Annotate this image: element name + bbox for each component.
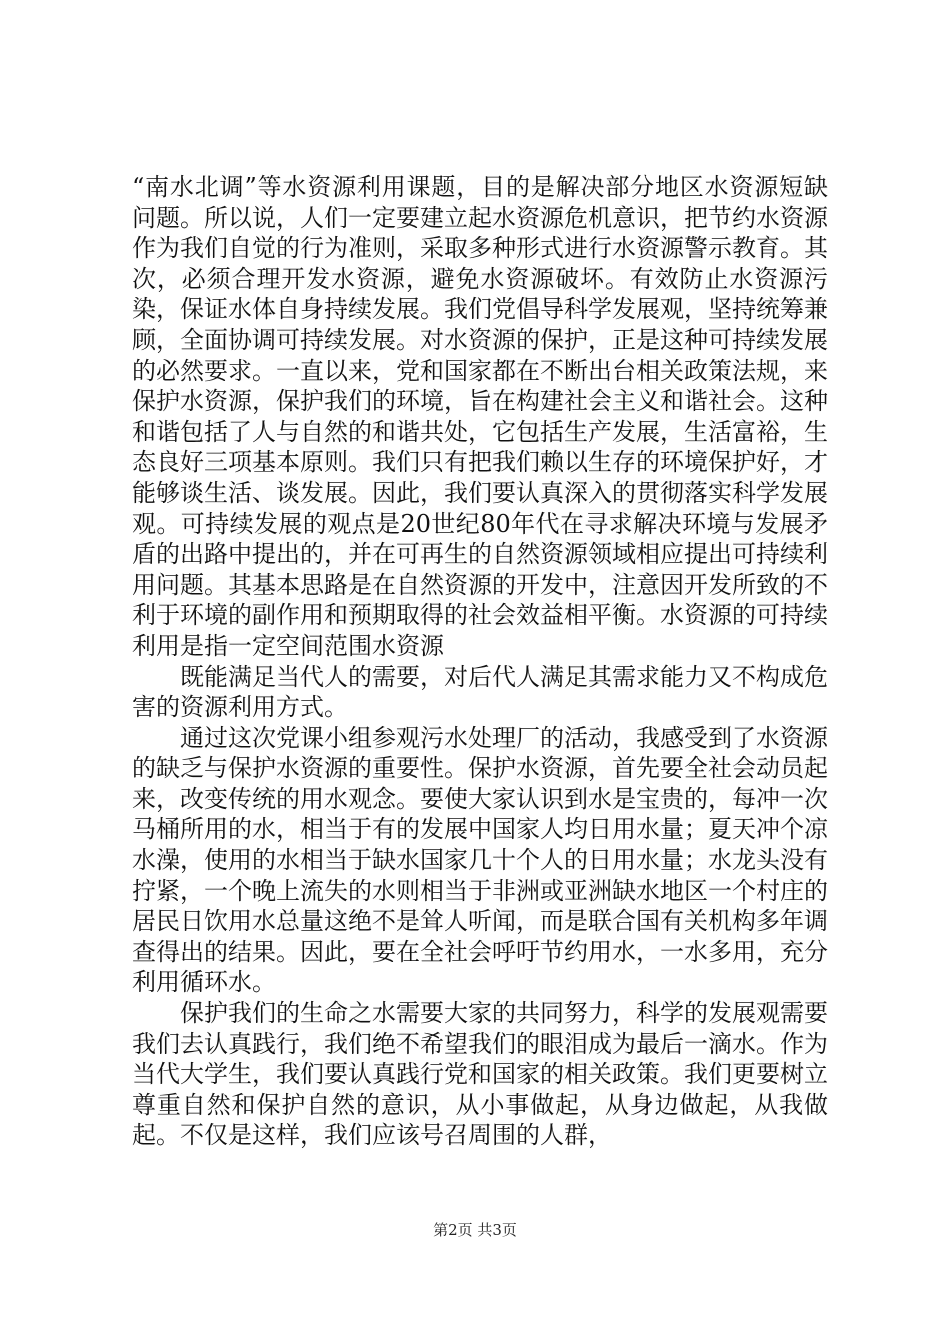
- paragraph-3: 通过这次党课小组参观污水处理厂的活动，我感受到了水资源的缺乏与保护水资源的重要性。保护水资源，首先要全社会动员起来，改变传统的用水观念。要使大家认识到水是宝贵的，每冲一次马桶所用的水，相当于有的发展中国家人均日用水量；夏天冲个凉水澡，使用的水相当于缺水国家几十个人的日用水量；水龙头没有拧紧，一个晚上流失的水则相当于非洲或亚洲缺水地区一个村庄的居民日饮用水总量这绝不是耸人听闻，而是联合国有关机构多年调查得出的结果。因此，要在全社会呼吁节约用水，一水多用，充分利用循环水。: [132, 723, 828, 997]
- paragraph-4: 保护我们的生命之水需要大家的共同努力，科学的发展观需要我们去认真践行，我们绝不希望我们的眼泪成为最后一滴水。作为当代大学生，我们要认真践行党和国家的相关政策。我们更要树立尊重自然和保护自然的意识，从小事做起，从身边做起，从我做起。不仅是这样，我们应该号召周围的人群，: [132, 999, 828, 1150]
- document-body: [132, 172, 828, 1151]
- page-number-footer: 第2页 共3页: [433, 1221, 517, 1239]
- paragraph-2: 既能满足当代人的需要，对后代人满足其需求能力又不构成危害的资源利用方式。: [132, 662, 828, 722]
- paragraph-1: “南水北调”等水资源利用课题，目的是解决部分地区水资源短缺问题。所以说，人们一定要建立起水资源危机意识，把节约水资源作为我们自觉的行为准则，采取多种形式进行水资源警示教育。其次，必须合理开发水资源，避免水资源破坏。有效防止水资源污染，保证水体自身持续发展。我们党倡导科学发展观，坚持统筹兼顾，全面协调可持续发展。对水资源的保护，正是这种可持续发展的必然要求。一直以来，党和国家都在不断出台相关政策法规，来保护水资源，保护我们的环境，旨在构建社会主义和谐社会。这种和谐包括了人与自然的和谐共处，它包括生产发展，生活富裕，生态良好三项基本原则。我们只有把我们赖以生存的环境保护好，才能够谈生活、谈发展。因此，我们要认真深入的贯彻落实科学发展观。可持续发展的观点是20世纪80年代在寻求解决环境与发展矛盾的出路中提出的，并在可再生的自然资源领域相应提出可持续利用问题。其基本思路是在自然资源的开发中，注意因开发所致的不利于环境的副作用和预期取得的社会效益相平衡。水资源的可持续利用是指一定空间范围水资源: [132, 173, 828, 660]
